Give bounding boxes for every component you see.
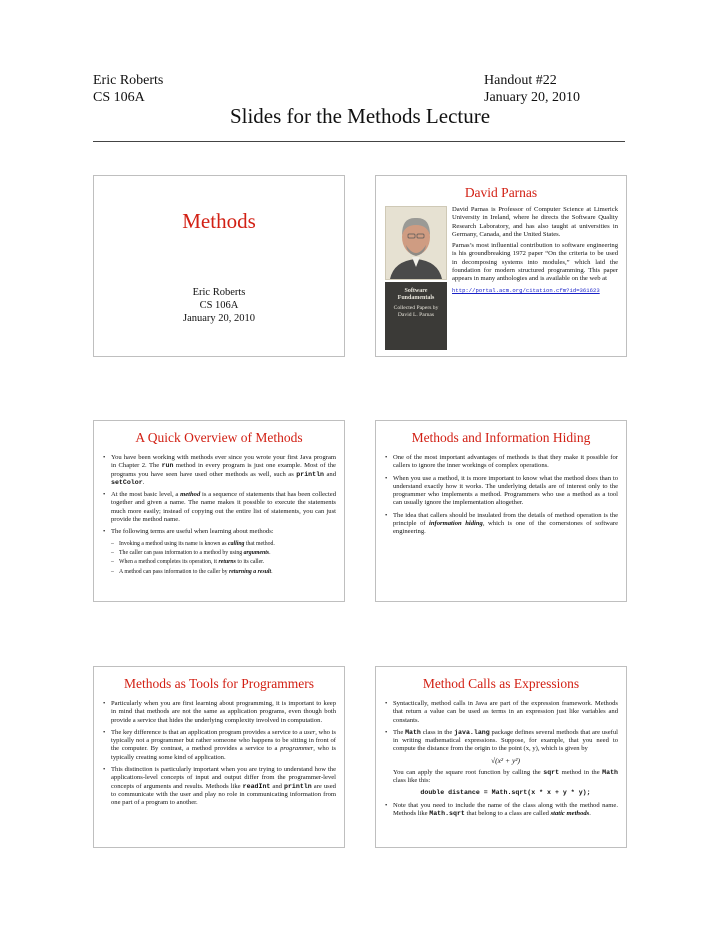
book-cover — [385, 282, 447, 350]
slide-title: David Parnas — [464, 185, 538, 200]
slide-body — [452, 206, 618, 298]
slide-date: January 20, 2010 — [182, 313, 256, 324]
sqrt-paragraph: You can apply the square root function by calling the sqrt method in the Math class like this: — [393, 769, 618, 785]
slide-information-hiding — [375, 420, 627, 602]
parnas-photo — [385, 206, 447, 280]
bullet-item: • The following terms are useful when learning about methods: — [103, 528, 336, 536]
sub-bullet-item: – Invoking a method using its name is known as calling that method. — [103, 541, 336, 548]
parnas-bio: David Parnas is Professor of Computer Science at Limerick University in Ireland, where he directs the Software Quality Research Laboratory, and has also taught at universities in Germany, Canada, and the United States. — [452, 206, 618, 238]
header-left — [93, 72, 163, 106]
slide-title: Methods as Tools for Programmers — [123, 676, 315, 691]
header-right — [484, 72, 580, 106]
bullet-item: • The Math class in the java.lang package defines several methods that are useful in writing mathematical expressions. Suppose, for example, that you need to compute the distance from the origin to the point (x, y), which is given by √(x² + y²) You can apply the square root function by calling the sqrt method in the Math class like this: double distance = Math.sqrt(x * x + y * y); — [385, 729, 618, 797]
slide-method-calls-expressions — [375, 666, 627, 848]
bullet-item: • When you use a method, it is more important to know what the method does than to understand exactly how it works. The underlying details are of interest only to the programmer who implements a method. Programmers who use a method as a tool can usually ignore the implementation altogether. — [385, 475, 618, 508]
bullet-item: • Syntactically, method calls in Java are part of the expression framework. Methods that return a value can be used as terms in an expression just like variables and constants. — [385, 700, 618, 725]
document-title: Slides for the Methods Lecture — [229, 104, 491, 128]
bullet-item: • The key difference is that an application program provides a service to a user, who is typically not a programmer but rather someone who happens to be sitting in front of the computer. By contrast, a method provides a service to a programmer, who is typically creating some kind of application. — [103, 729, 336, 762]
code-sample: double distance = Math.sqrt(x * x + y * y); — [420, 788, 591, 796]
paper-link[interactable]: http://portal.acm.org/citation.cfm?id=361623 — [452, 286, 600, 294]
book-subtitle: Collected Papers by — [393, 305, 439, 311]
bullet-item: • Particularly when you are first learning about programming, it is important to keep in mind that methods are not the same as application programs, even though both provide a service that hides the underlying complexity involved in computation. — [103, 700, 336, 725]
bullet-item: • The idea that callers should be insulated from the details of method operation is the principle of information hiding, which is one of the cornerstones of software engineering. — [385, 512, 618, 537]
slide-body — [103, 700, 336, 812]
header-author: Eric Roberts — [93, 73, 164, 88]
distance-formula: √(x² + y²) — [490, 755, 521, 765]
header-course: CS 106A — [93, 90, 145, 105]
bullet-item: • You have been working with methods ever since you wrote your first Java program in Chapter 2. The run method in every program is just one example. Most of the programs you have seen have used other methods as well, such as println and setColor. — [103, 454, 336, 487]
sub-bullet-item: – A method can pass information to the caller by returning a result. — [103, 569, 336, 576]
bullet-item: • Note that you need to include the name of the class along with the method name. Methods like Math.sqrt that belong to a class are called static methods. — [385, 802, 618, 819]
slide-title: A Quick Overview of Methods — [135, 430, 303, 445]
slide-body — [385, 700, 618, 823]
slide-body — [103, 454, 336, 578]
bullet-item: • This distinction is particularly important when you are trying to understand how the applications-level concepts of input and output differ from the programmer-level concepts of arguments and results. Methods like readInt and println are used to communicate with the user and play no role in communicating information from one part of a program to another. — [103, 766, 336, 807]
bullet-item: • One of the most important advantages of methods is that they make it possible for callers to ignore the inner workings of complex operations. — [385, 454, 618, 471]
parnas-contribution: Parnas’s most influential contribution to software engineering is his groundbreaking 1972 paper “On the criteria to be used in decomposing systems into modules,” which laid the foundation for modern structured programming. This paper appears in many anthologies and is available on the web at — [452, 242, 618, 283]
portrait-icon — [386, 207, 446, 279]
sub-bullet-item: – The caller can pass information to a method by using arguments. — [103, 550, 336, 557]
slide-quick-overview — [93, 420, 345, 602]
slide-methods-title — [93, 175, 345, 357]
title-rule — [93, 141, 625, 142]
slide-course: CS 106A — [199, 300, 239, 311]
slide-title: Methods — [182, 209, 256, 233]
slide-byline — [94, 286, 344, 325]
slide-author: Eric Roberts — [192, 287, 246, 298]
slide-body — [385, 454, 618, 541]
book-title: Software Fundamentals — [397, 288, 435, 301]
bullet-item: • At the most basic level, a method is a sequence of statements that has been collected together and given a name. The name makes it possible to execute the statements much more easily; instead of copying out the entire list of statements, you can just provide the method name. — [103, 491, 336, 524]
slide-methods-as-tools — [93, 666, 345, 848]
sub-bullet-item: – When a method completes its operation, it returns to its caller. — [103, 559, 336, 566]
slide-david-parnas — [375, 175, 627, 357]
slide-title: Methods and Information Hiding — [411, 430, 591, 445]
header-date: January 20, 2010 — [484, 90, 581, 105]
book-author: David L. Parnas — [397, 312, 435, 318]
header-handout: Handout #22 — [484, 73, 557, 88]
slide-title: Method Calls as Expressions — [422, 676, 580, 691]
